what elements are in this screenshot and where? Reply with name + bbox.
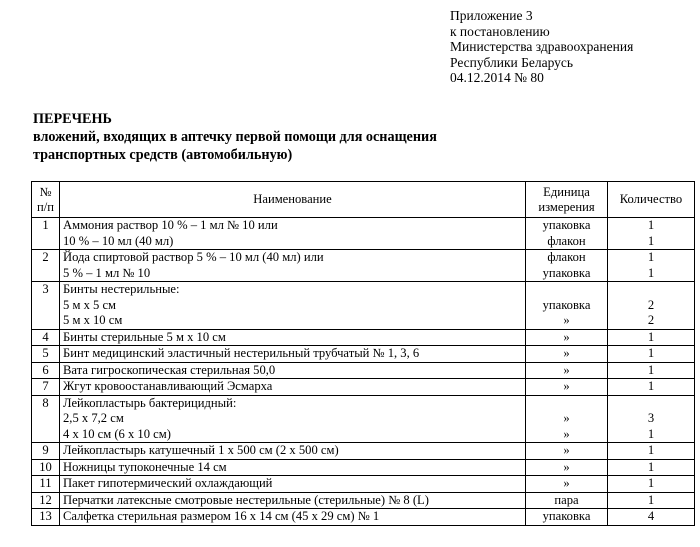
document-heading (33, 110, 437, 164)
item-name-line: Ножницы тупоконечные 14 см (63, 459, 227, 474)
quantity-line: 1 (647, 233, 655, 248)
quantity-line: 1 (647, 265, 655, 280)
unit-line: » (563, 313, 570, 327)
item-name-line: Жгут кровоостанавливающий Эсмарха (63, 379, 273, 393)
item-name-line: Лейкопластырь бактерицидный: (63, 395, 237, 410)
item-name-cell (60, 379, 526, 396)
item-name-cell (60, 443, 526, 460)
row-number: 11 (32, 476, 60, 493)
header-unit-line: измерения (538, 199, 595, 214)
unit-cell (526, 379, 608, 396)
item-name-cell (60, 459, 526, 476)
document-subtitle: вложений, входящих в аптечку первой помощи для оснащения (33, 129, 437, 145)
appendix-line: Министерства здравоохранения (450, 39, 634, 55)
unit-line: » (563, 443, 570, 457)
header-number (32, 182, 60, 218)
row-number: 10 (32, 459, 60, 476)
item-name-cell (60, 476, 526, 493)
item-name-cell (60, 395, 526, 443)
quantity-cell (608, 476, 695, 493)
unit-line (529, 282, 604, 298)
unit-cell (526, 443, 608, 460)
unit-line: упаковка (542, 265, 591, 280)
table-row (32, 476, 695, 493)
item-name-line: Пакет гипотермический охлаждающий (63, 476, 273, 490)
appendix-line: к постановлению (450, 23, 550, 39)
unit-line: упаковка (542, 297, 591, 312)
item-name-cell (60, 492, 526, 509)
quantity-line: 1 (647, 362, 655, 377)
item-name-line: Перчатки латексные смотровые нестерильные (стерильные) № 8 (L) (63, 492, 429, 507)
header-unit-line: Единица (543, 185, 590, 199)
quantity-line: 1 (647, 476, 655, 490)
quantity-cell (608, 492, 695, 509)
quantity-cell (608, 250, 695, 282)
item-name-cell (60, 346, 526, 363)
row-number: 8 (32, 395, 60, 443)
unit-cell (526, 492, 608, 509)
item-name-line: 2,5 х 7,2 см (63, 411, 124, 425)
unit-cell (526, 362, 608, 379)
item-name-line: Бинты нестерильные: (63, 282, 180, 296)
row-number: 5 (32, 346, 60, 363)
item-name-line: Салфетка стерильная размером 16 х 14 см (45 х 29 см) № 1 (63, 509, 380, 523)
header-number-line: п/п (37, 199, 54, 214)
unit-line: флакон (547, 233, 586, 248)
unit-cell (526, 218, 608, 250)
quantity-cell (608, 379, 695, 396)
quantity-cell (608, 346, 695, 363)
item-name-cell (60, 509, 526, 526)
unit-cell (526, 329, 608, 346)
quantity-cell (608, 282, 695, 330)
quantity-cell (608, 362, 695, 379)
quantity-cell (608, 509, 695, 526)
unit-line: упаковка (542, 509, 591, 523)
quantity-line: 1 (647, 218, 655, 232)
unit-line: » (563, 379, 570, 393)
table-row (32, 492, 695, 509)
table-row (32, 509, 695, 526)
appendix-reference (450, 8, 633, 86)
unit-line: упаковка (542, 218, 591, 232)
quantity-line (611, 396, 691, 412)
unit-line: » (563, 459, 570, 474)
unit-line (529, 396, 604, 412)
quantity-cell (608, 329, 695, 346)
unit-line: пара (554, 492, 579, 507)
quantity-line: 1 (647, 443, 655, 457)
table-row (32, 395, 695, 443)
item-name-cell (60, 250, 526, 282)
unit-cell (526, 250, 608, 282)
document-title: ПЕРЕЧЕНЬ (33, 111, 112, 127)
row-number: 2 (32, 250, 60, 282)
item-name-line: Бинт медицинский эластичный нестерильный трубчатый № 1, 3, 6 (63, 346, 420, 360)
table-row (32, 459, 695, 476)
quantity-line: 2 (647, 313, 655, 327)
table-row (32, 282, 695, 330)
appendix-line: Республики Беларусь (450, 54, 574, 70)
unit-cell (526, 282, 608, 330)
table-row (32, 329, 695, 346)
quantity-cell (608, 395, 695, 443)
row-number: 12 (32, 492, 60, 509)
table-row (32, 218, 695, 250)
item-name-line: Вата гигроскопическая стерильная 50,0 (63, 362, 276, 377)
row-number: 13 (32, 509, 60, 526)
header-name: Наименование (60, 182, 526, 218)
quantity-line: 2 (647, 297, 655, 312)
quantity-line: 1 (647, 379, 655, 393)
table-header-row (32, 182, 695, 218)
row-number: 4 (32, 329, 60, 346)
row-number: 3 (32, 282, 60, 330)
appendix-line: Приложение 3 (450, 8, 533, 23)
item-name-line: 10 % – 10 мл (40 мл) (63, 233, 174, 248)
item-name-line: Лейкопластырь катушечный 1 х 500 см (2 х 500 см) (63, 443, 339, 457)
quantity-cell (608, 218, 695, 250)
unit-cell (526, 509, 608, 526)
quantity-line: 1 (647, 250, 655, 264)
quantity-line: 1 (647, 329, 655, 344)
quantity-line: 1 (647, 492, 655, 507)
unit-cell (526, 459, 608, 476)
unit-cell (526, 346, 608, 363)
table-row (32, 250, 695, 282)
item-name-line: 5 м х 10 см (63, 313, 123, 327)
unit-line: » (563, 362, 570, 377)
unit-cell (526, 395, 608, 443)
table-row (32, 346, 695, 363)
row-number: 6 (32, 362, 60, 379)
unit-line: » (563, 346, 570, 360)
quantity-line: 1 (647, 346, 655, 360)
item-name-line: 4 х 10 см (6 х 10 см) (63, 426, 171, 441)
quantity-line (611, 282, 691, 298)
item-name-cell (60, 218, 526, 250)
header-unit (526, 182, 608, 218)
row-number: 1 (32, 218, 60, 250)
header-quantity: Количество (608, 182, 695, 218)
quantity-line: 1 (647, 459, 655, 474)
item-name-cell (60, 282, 526, 330)
unit-line: » (563, 329, 570, 344)
header-number-line: № (39, 185, 52, 199)
item-name-line: 5 % – 1 мл № 10 (63, 265, 151, 280)
quantity-cell (608, 443, 695, 460)
unit-cell (526, 476, 608, 493)
quantity-line: 1 (647, 426, 655, 441)
item-name-line: Йода спиртовой раствор 5 % – 10 мл (40 мл) или (63, 250, 324, 264)
unit-line: » (563, 476, 570, 490)
item-name-line: Бинты стерильные 5 м х 10 см (63, 329, 226, 344)
table-row (32, 379, 695, 396)
appendix-line: 04.12.2014 № 80 (450, 70, 544, 86)
item-name-cell (60, 362, 526, 379)
items-table (31, 181, 695, 526)
quantity-line: 4 (647, 509, 655, 523)
table-row (32, 362, 695, 379)
item-name-cell (60, 329, 526, 346)
row-number: 9 (32, 443, 60, 460)
row-number: 7 (32, 379, 60, 396)
table-body (32, 218, 695, 526)
document-subtitle: транспортных средств (автомобильную) (33, 147, 293, 163)
table-row (32, 443, 695, 460)
item-name-line: Аммония раствор 10 % – 1 мл № 10 или (63, 218, 278, 232)
quantity-cell (608, 459, 695, 476)
unit-line: » (563, 411, 570, 425)
unit-line: флакон (547, 250, 586, 264)
item-name-line: 5 м х 5 см (63, 297, 117, 312)
quantity-line: 3 (647, 411, 655, 425)
unit-line: » (563, 426, 570, 441)
